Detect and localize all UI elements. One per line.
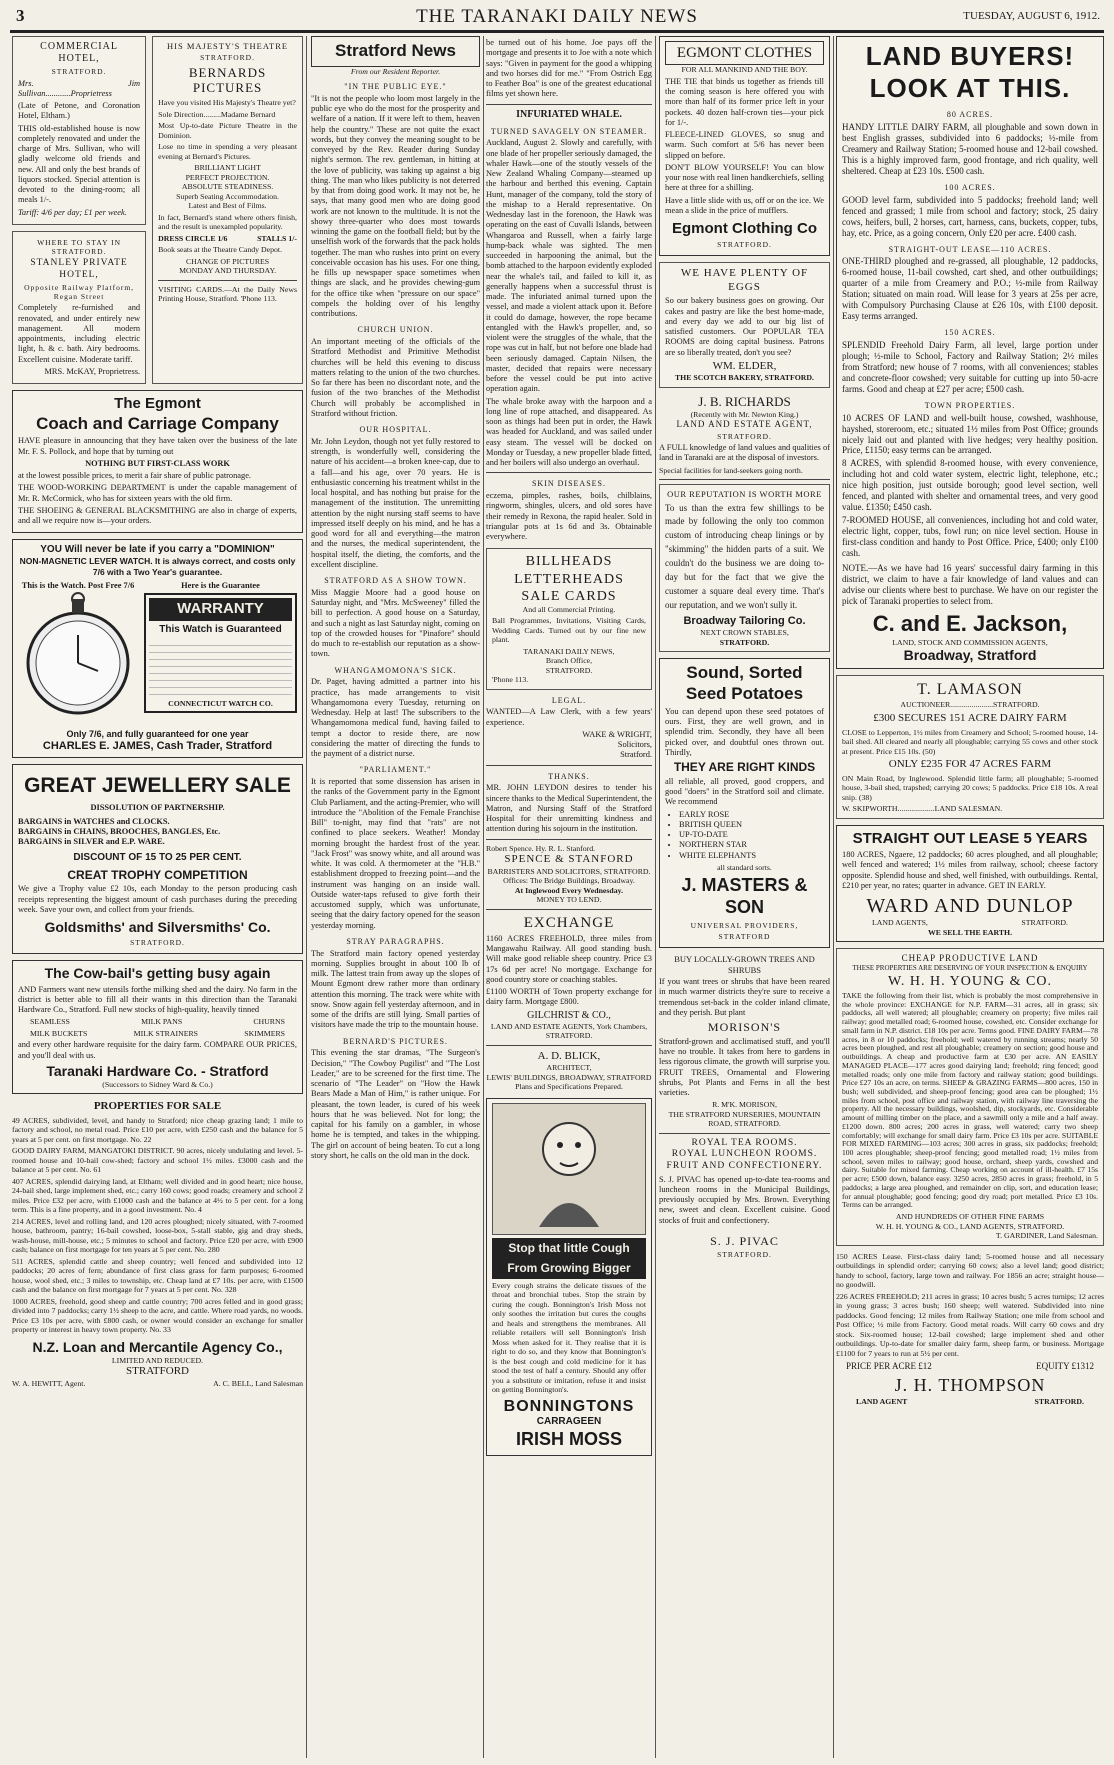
potato-variety: • BRITISH QUEEN	[679, 820, 824, 830]
lamason-sub: AUCTIONEER......................STRATFORD.	[900, 699, 1040, 709]
hotel-title: COMMERCIAL HOTEL,	[40, 41, 118, 65]
printing-l1: BILLHEADS	[525, 554, 613, 570]
clothes-firm: Egmont Clothing Co	[672, 220, 817, 238]
ward-sub1: LAND AGENTS,	[872, 918, 928, 928]
elder-bakery-ad	[659, 262, 830, 387]
whale-body: Auckland, August 2. Slowly and carefully, with one blade of her propeller seriously damaged, the whaler Hawk—one of the stoutly vessels of the New Zealand Whaling Company—steamed up the harbour and berthed this evening. Captain Hunt, manager of the company, told the story of the mishap to a Herald representative. On Wednesday last in the forenoon, the Hawk was operating on the east of Cuvalli Islands, between Whangaroa and Russell, when a fairly large hump-back whale was sighted. The men succeeded in harpooning the animal, but the bomb attached to the harpoon evidently exploded near the whale's tail, and failed to kill it, as generally happens when a successful thrust is made. The infuriated animal turned upon the vessel, and made a violent attack upon it. Before it could do damage, however, the rope became entangled with the Hawk's propeller, and, so violent were the struggles of the whale, that the rope was cut in half, but not before one blade had been seriously damaged. Captain Nilsen, the master, decided that repairs were necessary before the vessel could be put into active operation again.	[486, 138, 652, 394]
news-paragraph: Dr. Paget, having admitted a partner into his practice, has made arrangements to visit Whangamomona every Tuesday, returning on Wednesday. Help at last! The subscribers to the Whangamomona medical fund, having failed to tempt a doctor to reside there, are now considering the matter of directing the funds to the payment of a district nurse.	[311, 677, 480, 759]
exchange-heading: EXCHANGE	[523, 914, 615, 931]
printing-place: STRATFORD.	[545, 665, 593, 675]
thompson-agent: LAND AGENT	[856, 1396, 908, 1406]
young-body: TAKE the following from their list, which is probably the most comprehensive in the whole province: EXCHANGE for N.P. FARM—31 acres, all in grass; six paddocks, all well watered; all ploughable; creamery on property; five miles rail railway; good metalled road; 6-roomed house, cowshed, etc. Consider exchange for small farm in N.P. district. £18 10s per acre. Terms good. FINE DAIRY FARM—78 acres, in 8 or 10 paddocks; freehold; well watered by running streams; nearly 50 acres been ploughed, and rest all ploughable; creamery on section; good house and outbuildings. A cheap and productive farm at £30 per acre. AN EASILY MANAGED PLACE—177 acres good dairying land; freehold; ring fenced; good metalled roads; only one mile from factory and railway station; good buildings. Price £27 10s an acre, on terms. SHEEP & GRAZING FARMS—800 acres, 150 in bush; well subdivided, and sheep-proof fencing; good area can be ploughed; 1½ miles from school, post office and railway station, with railway line traversing the property. All the necessary buildings, woolshed, dip, stockyards, etc. Considerable amount of milling timber on the place, and a sawmill only a mile and a half away. £1200 down. 800 acres; 200 acres in grass, well watered; carry two sheep comfortably; will exchange for small dairy farm. Price £3 10s per acre. SUITABLE FOR MIXED FARMING—103 acres; 300 acres in grass, six paddocks; freehold; 100 acres ploughable; sheep-proof fencing; good metalled road; 1½ miles from school, seven miles to railway; good house, orchard, sheep yards, cowshed and dairy. Suitable for mixed farming. Cheap working on account of ill-health. £7 15s per acre; £500 down, balance easy. 3250 acres, 2850 acres in grass; freehold, in 5 paddocks; a large area ploughed, and remainder on clip, sort, and education lease; for annual ploughable; good fencing; good dry road; port metalled. Price £3 10s. Terms can be arranged.	[842, 991, 1098, 1210]
property-listing: 511 ACRES, splendid cattle and sheep country; well fenced and subdivided into 12 paddocks; 20 acres of fern; abundance of first class grass for farm purposes; 6-roomed house, wool shed, etc.; 3 miles to township, etc. Cheap land at £7 10s. per acre, with £1500 cash and the balance on first mortgage for 7 years at 5 per cent. No. 328	[12, 1256, 303, 1295]
richards-ad	[659, 394, 830, 475]
theatre-change: CHANGE OF PICTURES	[185, 256, 270, 266]
news-paragraph: "It is not the people who loom most largely in the public eye who do the most for the prosperity and welfare of a nation. If it were left to them, heaven help the country." These are not quite the exact words, but they convey the meaning sought to be conveyed by the Rev. Reader during Sunday night's sermon. The rev. gentleman, in hitting at the love of publicity, was taking up against a big thing. The man who likes publicity is not deterred by that from doing good work. It may not be, he says, that many good men who are doing good work are not known to the multitude. It is not the showy three-quarter who does most towards winning the game on the football field; but by the unselfish work of the forwards that the pack holds together. The man who rushes into print on every conceivable occasion has his uses. For one thing, he fills up newspaper space sometimes when things are slack, and he provides chewing-gum for the office tike when "pressure on our space" compels the holding over of his lengthy contributions.	[311, 93, 480, 319]
jewellery-ad	[12, 764, 303, 954]
spence-money: MONEY TO LEND.	[536, 895, 602, 905]
land-buyers-title1: LAND BUYERS!	[865, 41, 1075, 71]
architect-title: ARCHITECT,	[546, 1063, 592, 1073]
pivac-r2: ROYAL LUNCHEON ROOMS.	[671, 1149, 818, 1160]
spence-firm: SPENCE & STANFORD	[504, 853, 634, 866]
coach-body4: THE SHOEING & GENERAL BLACKSMITHING are also in charge of experts, and all we require now is—your orders.	[18, 505, 297, 526]
warranty-guarantee: This Watch is Guaranteed	[159, 623, 282, 635]
printing-l3: SALE CARDS	[521, 588, 617, 604]
column-rule	[655, 36, 656, 1758]
spence-stanford-ad	[486, 844, 652, 905]
watch-right-caption: Here is the Guarantee	[181, 581, 260, 591]
young-heading: CHEAP PRODUCTIVE LAND	[901, 953, 1039, 964]
stanley-hotel-ad	[12, 231, 146, 384]
cowbail-title: The Cow-bail's getting busy again	[44, 965, 271, 982]
masters-sub: UNIVERSAL PROVIDERS,	[690, 921, 799, 931]
coach-title1: The Egmont	[114, 395, 201, 413]
theatre-title: HIS MAJESTY'S THEATRE	[167, 41, 289, 51]
ward-dunlop-ad	[836, 825, 1104, 943]
jewellery-trophy: CREAT TROPHY COMPETITION	[67, 867, 248, 882]
property-listing: 214 ACRES, level and rolling land, and 120 acres ploughed; nicely situated, with 7-roomed house, bathroom, pantry; 16-bail cowshed, loose-box, 5-stall stable, gig and dray sheds, wash-house, mill-house, etc.; 5 minutes to school and factory. Price £20 per acre, with £900 cash; balance on first mortgage for ten years at 5 per cent. No. 280	[12, 1216, 303, 1255]
elder-title: WE HAVE PLENTY OF EGGS	[680, 267, 809, 293]
clothes-title: EGMONT CLOTHES	[665, 41, 824, 65]
printing-body: Ball Programmes, Invitations, Visiting Cards, Wedding Cards. Turned out by our fine new plant.	[492, 616, 646, 645]
clothes-place: STRATFORD.	[717, 240, 772, 250]
cowbail-item: MILK STRAINERS	[133, 1028, 198, 1038]
thompson-name: J. H. THOMPSON	[894, 1374, 1046, 1395]
jewellery-b1: BARGAINS in WATCHES and CLOCKS.	[18, 816, 170, 826]
jewellery-sub: DISSOLUTION OF PARTNERSHIP.	[90, 802, 225, 812]
stanley-proprietor: MRS. McKAY, Proprietress.	[44, 366, 141, 376]
spence-sub: BARRISTERS AND SOLICITORS, STRATFORD.	[487, 866, 651, 876]
news-section-head: WHANGAMOMONA'S SICK.	[334, 665, 457, 675]
potato-variety: • NORTHERN STAR	[679, 840, 824, 850]
exchange-body2: £1100 WORTH of Town property exchange for dairy farm. Mortgage £800.	[486, 987, 652, 1007]
bonnington-title1: Stop that little Cough	[492, 1238, 646, 1259]
theatre-ad	[152, 36, 303, 384]
young-name: W. H. H. YOUNG & CO.	[887, 973, 1053, 989]
hotel-proprietor: Mrs. Jim Sullivan............Proprietress	[18, 78, 141, 98]
column-1	[12, 36, 303, 1758]
theatre-l3: ABSOLUTE STEADINESS.	[181, 182, 274, 192]
theatre-body1: Most Up-to-date Picture Theatre in the Dominion.	[158, 121, 297, 140]
listing-body: ONE-THIRD ploughed and re-grassed, all ploughable, 12 paddocks, 6-roomed house, 11-bail cowshed, cart shed, and other outbuildings; quarter of a mile from Creamery and P.O.; ½-mile from Railway Station; situated on main road. Will lease for 3 years at 25s per acre, with Compulsory Purchasing Clause at £26 10s, with £100 deposit. Easy terms arranged.	[842, 256, 1098, 322]
hotel-place: STRATFORD.	[51, 67, 107, 77]
elder-sub: THE SCOTCH BAKERY, STRATFORD.	[674, 373, 814, 383]
jackson-address: Broadway, Stratford	[903, 647, 1037, 664]
cowbail-succ: (Successors to Sidney Ward & Co.)	[102, 1079, 213, 1089]
theatre-name2: PICTURES	[192, 80, 263, 96]
richards-note: Special facilities for land-seekers going north.	[659, 465, 803, 475]
potatoes-strap: THEY ARE RIGHT KINDS	[673, 760, 816, 775]
pocket-watch-icon	[18, 591, 138, 721]
elder-body: So our bakery business goes on growing. Our cakes and pastry are like the best home-made, and every day we add to our big list of satisfied customers. Our POPULAR TEA ROOMS are doing capital business. Patrons are so liberally treated, don't you see?	[665, 296, 824, 357]
stanley-title: STANLEY PRIVATE HOTEL,	[30, 258, 128, 280]
richards-place: STRATFORD.	[717, 432, 772, 442]
warranty-title: WARRANTY	[149, 598, 292, 620]
listing-head: STRAIGHT-OUT LEASE—110 ACRES.	[888, 244, 1052, 254]
land-buyers-ad	[836, 36, 1104, 669]
jewellery-b3: BARGAINS in SILVER and E.P. WARE.	[18, 837, 165, 847]
loan-agent2: A. C. BELL, Land Salesman	[213, 1378, 303, 1388]
property-listing: 49 ACRES, subdivided, level, and handy to Stratford; nice cheap grazing land; 1 mile to factory and school, no metal road. Price £10 per acre, with £250 cash and the balance for 5 years at 5 per cent. on first mortgage. No. 22	[12, 1115, 303, 1144]
legal-sub: Solicitors,	[617, 740, 652, 750]
legal-place: Stratford.	[620, 750, 652, 760]
news-paragraph-continued: be turned out of his home. Joe pays off the mortgage and presents it to Joe with a note which says: "Given in payment for the good a whipping and two horses did for me." "From Ostrich Egg to Feather Boa" is one of the greatest educational films yet shown here.	[486, 38, 652, 99]
potato-variety: • UP-TO-DATE	[679, 830, 824, 840]
pivac-r3: FRUIT AND CONFECTIONERY.	[666, 1160, 823, 1171]
news-byline: From our Resident Reporter.	[350, 66, 441, 76]
jewellery-place: STRATFORD.	[130, 938, 185, 948]
coughing-man-illustration	[492, 1103, 646, 1235]
cowbail-item: CHURNS	[253, 1017, 285, 1027]
thanks-body: MR. JOHN LEYDON desires to tender his sincere thanks to the Medical Superintendent, the Matron, and Nursing Staff of the Stratford Hospital for their unremitting kindness and attention during his sojourn in the institution.	[486, 783, 652, 834]
news-section-head: "IN THE PUBLIC EYE."	[344, 82, 447, 92]
richards-body: A FULL knowledge of land values and qualities of land in Taranaki are at the disposal of investors.	[659, 443, 830, 463]
cowbail-body2: and every other hardware requisite for the dairy farm. COMPARE OUR PRICES, and you'll deal with us.	[18, 1040, 297, 1060]
news-section-head: OUR HOSPITAL.	[359, 425, 432, 435]
legal-heading: LEGAL.	[551, 695, 587, 705]
morison-heading: BUY LOCALLY-GROWN TREES AND SHRUBS	[674, 954, 815, 975]
news-section-head: STRAY PARAGRAPHS.	[346, 936, 445, 946]
theatre-l5: Latest and Best of Films.	[188, 201, 267, 211]
thanks-heading: THANKS.	[548, 771, 590, 781]
listing-head: 100 ACRES.	[944, 183, 996, 193]
coach-body3: THE WOOD-WORKING DEPARTMENT is under the capable management of Mr. R. McCormick, who has for sixteen years with the old firm.	[18, 483, 297, 503]
whale-headline: INFURIATED WHALE.	[516, 108, 622, 120]
jewellery-firm: Goldsmiths' and Silversmiths' Co.	[44, 919, 271, 936]
hotel-ads	[12, 36, 146, 390]
ward-body: 180 ACRES, Ngaere, 12 paddocks; 60 acres ploughed, and all ploughable; well fenced and watered; 1½ miles from railway, school; cheese factory opposite. Splendid house and shed, well finished, with outbuildings. Rental, £210 per year, no rates; quarter in advance. GET IN EARLY.	[842, 850, 1098, 890]
warranty-card	[144, 593, 297, 713]
theatre-days: MONDAY AND THURSDAY.	[179, 266, 277, 276]
young-salesman: T. GARDINER, Land Salesman.	[995, 1231, 1098, 1240]
listing-head: 150 ACRES.	[944, 328, 996, 338]
tailoring-place: STRATFORD.	[719, 637, 770, 647]
lamason-ad	[836, 675, 1104, 818]
warranty-company: CONNECTICUT WATCH CO.	[168, 698, 273, 708]
architect-name: A. D. BLICK,	[537, 1049, 601, 1062]
listing-body: 10 ACRES OF LAND and well-built house, cowshed, washhouse, hayshed, storeroom, etc.; situated 1½ miles from Post Office; grounds nicely laid out and planted with live hedges; very healthy position. Price, £1150; easy terms can be arranged.	[842, 412, 1098, 456]
potatoes-ad	[659, 658, 830, 948]
property-listing: GOOD DAIRY FARM, MANGATOKI DISTRICT. 90 acres, nicely undulating and level. 5-roomed house and 10-bail cow-shed; factory and school 1½ miles. £3000 cash and the balance at 5 per cent. No. 61	[12, 1146, 303, 1175]
spence-inglewood: At Inglewood Every Wednesday.	[514, 885, 624, 895]
architect-address: LEWIS' BUILDINGS, BROADWAY, STRATFORD	[486, 1072, 652, 1082]
column-rule	[833, 36, 834, 1758]
theatre-place: STRATFORD.	[200, 53, 255, 63]
masters-place: STRATFORD	[718, 932, 771, 942]
news-paragraph: This evening the star dramas, "The Surgeon's Decision," "The Cowboy Pugilist" and "The Lost Leader," are to be screened for the first time. The scenario of "The Leader" on "How the Hawk Bears Made a Man of Him," is rather unique. For pleasant, the town leader, is cured of his week hours that he was believed. Not for long; the capital for his family on a gambler, in whose home he is tempted, and takes in the whipping. The girl on account of being beaten. To cut a long story short, he calls on the old man in the dock.	[311, 1048, 480, 1160]
thompson-price: PRICE PER ACRE £12	[846, 1361, 932, 1371]
watch-footer2: CHARLES E. JAMES, Cash Trader, Stratford	[42, 739, 273, 752]
morison-owner: R. M'K. MORISON,	[712, 1100, 777, 1110]
morison-address: THE STRATFORD NURSERIES, MOUNTAIN ROAD, STRATFORD.	[668, 1109, 821, 1129]
young-foot: AND HUNDREDS OF OTHER FINE FARMS	[895, 1212, 1045, 1221]
thompson-place: STRATFORD.	[1034, 1396, 1084, 1406]
spence-offices: Offices: The Bridge Buildings, Broadway.	[503, 876, 635, 886]
stanley-body: Completely re-furnished and renovated, and under entirely new management. All modern appointments, including electric light, h. & c. bath. Airy bedrooms. Excellent cuisine. Moderate tariff.	[18, 303, 141, 364]
young-foot2: W. H. H. YOUNG & CO., LAND AGENTS, STRATFORD.	[875, 1221, 1065, 1231]
coach-body1: HAVE pleasure in announcing that they have taken over the business of the late Mr. F. S. Pollock, and hope that by turning out	[18, 436, 297, 456]
newspaper-title: THE TARANAKI DAILY NEWS	[416, 6, 698, 27]
listing-body: 7-ROOMED HOUSE, all conveniences, including hot and cold water, electric light, copper, tubs, fowl run; on nice level section. House in first-class condition and handy to Post Office. Price, £400; only £100 cash.	[842, 515, 1098, 559]
clothes-p2: FLEECE-LINED GLOVES, so snug and warm. Such comfort at 5/6 has never been slipped on before.	[665, 130, 824, 160]
thompson-ad	[836, 1252, 1104, 1407]
theatre-body3: In fact, Bernard's stand where others finish, and the result is unexampled popularity.	[158, 212, 297, 232]
legal-body: WANTED—A Law Clerk, with a few years' experience.	[486, 707, 652, 727]
bonnington-ad	[486, 1098, 652, 1456]
issue-date: TUESDAY, AUGUST 6, 1912.	[963, 10, 1100, 22]
morison-ad	[659, 954, 830, 1128]
thompson-p2: 226 ACRES FREEHOLD; 211 acres in grass; 10 acres bush; 5 acres turnips; 12 acres in young grass; 3 acres bush; 160 sheep; well watered. Subdivided into nine paddocks. Good fencing; 12 miles from Railway Station; one mile from school and Post Office; ½ mile from Factory. Good metal roads. Will carry 60 cows and dry stock. Six-roomed house; 12-bail cowshed; large implement shed and other outbuildings. Up-to-date for smaller dairy farm, sheep farm, or business. Mortgage £1100 for 7 years to run at 5½ per cent.	[836, 1291, 1104, 1358]
warranty-fine-print	[149, 639, 292, 699]
printing-ad	[486, 548, 652, 689]
lamason-a2-body: ON Main Road, by Inglewood. Splendid little farm; all ploughable; 5-roomed house, 3-bail shed, trapshed; carrying 20 cows; 5 paddocks. Price £18 10s. A real snip. (38)	[842, 773, 1098, 802]
news-section-head: "PARLIAMENT."	[359, 765, 432, 775]
pivac-r1: ROYAL TEA ROOMS.	[691, 1137, 798, 1148]
news-paragraph: An important meeting of the officials of the Stratford Methodist and Primitive Methodist churches will be held this evening to discuss matters relating to the union of the two churches. So far there has been no discordant note, and the fusion of the two branches of the Methodist Church will probably be accomplished in Stratford without friction.	[311, 337, 480, 418]
potato-variety: • WHITE ELEPHANTS	[679, 851, 824, 861]
theatre-l4: Superb Seating Accommodation.	[176, 191, 279, 201]
thompson-p1: 150 ACRES Lease. First-class dairy land; 5-roomed house and all necessary outbuildings in splendid order; carrying 60 cows; also a level land; good district; handy to school, factory, large town and railway. For 1856 an acre; straight house—no goodwill.	[836, 1251, 1104, 1289]
coach-body2: at the lowest possible prices, to merit a fair share of public patronage.	[18, 471, 252, 481]
richards-sub: (Recently with Mr. Newton King.)	[690, 409, 799, 419]
reputation-heading: OUR REPUTATION IS WORTH MORE	[667, 489, 822, 500]
masthead	[10, 4, 1104, 33]
potatoes-body: You can depend upon these seed potatoes of ours. First, they are well grown, and in splendid trim. Secondly, they have all been picked over, and doubtful ones thrown out. Thirdly,	[665, 706, 824, 757]
richards-title: LAND AND ESTATE AGENT,	[676, 419, 813, 430]
richards-name: J. B. RICHARDS	[698, 393, 791, 409]
lamason-a1-head: £300 SECURES 151 ACRE DAIRY FARM	[873, 712, 1067, 725]
jewellery-discount: DISCOUNT OF 15 TO 25 PER CENT.	[73, 851, 242, 863]
exchange-body1: 1160 ACRES FREEHOLD, three miles from Mangawahu Railway. All good standing bush. Will make good reliable sheep country. Price £3 17s 6d per acre! No mortgage. Exchange for good country store or coaching stables.	[486, 933, 652, 984]
thompson-equity: EQUITY £1312	[1036, 1361, 1094, 1371]
clothes-p4: Have a little slide with us, off or on the ice. We mean a slide in the price of mufflers.	[665, 195, 824, 215]
column-rule	[483, 36, 484, 1758]
theatre-question: Have you visited His Majesty's Theatre yet?	[158, 98, 296, 108]
masters-firm: J. MASTERS & SON	[681, 875, 808, 918]
reputation-body: To us than the extra few shillings to be made by following the only too common custom of introducing cheap linings or by "skimming" the hidden parts of a suit. We couldn't do the business we are doing to-day but for the fact that we give the customer a square deal every time. That's our reputation, and we won't sully it.	[665, 502, 824, 611]
news-paragraph: It is reported that some dissension has arisen in the ranks of the Government party in the Egmont Club Parliament, and the acting-Premier, who will introduce the "Abolition of the Female Franchise Bill" to-night, may find that "rats" are not confined to place seekers. Weather! Monday morning brought the hardest frost of the year. "Jack Frost" was snowy white, and all around was white. It was cold. A thermometer at the "H.B." establishment dropped to freezing point—and the instrument was hanging on an inside wall. Outside water-taps refused to give forth their accustomed supply, which was unfortunate, seeing that the dairy factory opened for the season yesterday morning.	[311, 777, 480, 930]
theatre-name: BERNARDS	[188, 64, 267, 80]
skin-headline: SKIN DISEASES.	[531, 479, 606, 489]
lamason-a2-head: ONLY £235 FOR 47 ACRES FARM	[888, 758, 1052, 771]
egmont-coach-ad	[12, 390, 303, 533]
cowbail-firm: Taranaki Hardware Co. - Stratford	[46, 1062, 269, 1079]
lamason-salesman: W. SKIPWORTH...................LAND SALESMAN.	[842, 804, 1003, 814]
cowbail-ad	[12, 960, 303, 1094]
architect-ad	[486, 1050, 652, 1092]
loan-agent1: W. A. HEWITT, Agent.	[12, 1378, 86, 1388]
visiting-cards: VISITING CARDS.—At the Daily News Printing House, Stratford. 'Phone 113.	[158, 284, 297, 304]
potato-variety: • EARLY ROSE	[679, 810, 824, 820]
pivac-body: S. J. PIVAC has opened up-to-date tea-rooms and luncheon rooms in the Municipal Buildings, previously occupied by Mrs. Brown. Everything new, sweet and clean. Excellent cuisine. Good stocks of fruit and confectionery.	[659, 1174, 830, 1225]
ward-title: STRAIGHT OUT LEASE 5 YEARS	[852, 829, 1088, 847]
jackson-firm: C. and E. Jackson,	[872, 611, 1068, 637]
property-listing: 1000 ACRES, freehold, good sheep and cattle country; 700 acres felled and in good grass; divided into 7 paddocks; carry 1½ sheep to the acre, and cattle. Where road yards, no woods. Price £3 10s per acre, with £800 cash, or owner would consider an exchange for smaller property or interest in heavy town property. No. 33	[12, 1296, 303, 1335]
cowbail-item: SEAMLESS	[30, 1017, 70, 1027]
spence-names: Robert Spence. Hy. R. L. Stanford.	[486, 843, 596, 853]
listing-body: SPLENDID Freehold Dairy Farm, all level, large portion under plough; ½-mile to School, Factory and Railway Station; 2½ miles from Stratford; new house of 7 rooms, with all conveniences; stables and concrete-floor cowshed; very suitable for cutting up into 50-acre farms. Good and cheap at £27 per acre; £500 cash.	[842, 339, 1098, 394]
young-sub: THESE PROPERTIES ARE DESERVING OF YOUR INSPECTION & ENQUIRY	[852, 964, 1088, 973]
watch-left-caption: This is the Watch. Post Free 7/6	[21, 581, 135, 591]
lamason-name: T. LAMASON	[917, 681, 1023, 699]
clothes-sub: FOR ALL MANKIND AND THE BOY.	[681, 65, 808, 75]
watch-ad	[12, 539, 303, 758]
bonnington-brand: BONNINGTONS	[503, 1397, 635, 1415]
exchange-ad	[486, 914, 652, 1041]
properties-heading: PROPERTIES FOR SALE	[93, 1100, 222, 1113]
theatre-body2: Lose no time in spending a very pleasant evening at Bernard's Pictures.	[158, 142, 297, 161]
tailoring-address: NEXT CROWN STABLES,	[700, 628, 789, 638]
watch-line2: NON-MAGNETIC LEVER WATCH. It is always correct, and costs only 7/6 with a Two Year's guarantee.	[19, 556, 296, 577]
jewellery-body: We give a Trophy value £2 10s, each Monday to the person producing cash receipts representing the biggest amount of cash purchases during the preceding week. Save your own, and collect from your friends.	[18, 884, 297, 914]
commercial-hotel-ad	[12, 36, 146, 225]
theatre-stalls: STALLS 1/-	[257, 233, 297, 243]
theatre-l1: BRILLIANT LIGHT	[194, 163, 261, 173]
clothes-p1: THE TIE that binds us together as friends till the coming season is here offered you with more than half of its former price left in your pockets. 40 dozen half-crown ties—your pick for 1/-.	[665, 76, 824, 127]
jewellery-b2: BARGAINS in CHAINS, BROOCHES, BANGLES, Etc.	[18, 827, 221, 837]
potatoes-list-end: all standard sorts.	[717, 862, 772, 872]
column-3	[486, 36, 652, 1758]
potatoes-title: Sound, Sorted Seed Potatoes	[685, 663, 804, 704]
listing-head: TOWN PROPERTIES.	[924, 400, 1016, 410]
loan-company: N.Z. Loan and Mercantile Agency Co.,	[32, 1338, 283, 1355]
man-portrait-icon	[524, 1109, 614, 1229]
properties-for-sale	[12, 1100, 303, 1388]
hotel-body: THIS old-established house is now completely renovated and under the charge of Mrs. Sullivan, who will gladly welcome old friends and new. All and only the best brands of liquors stocked. Special attention is devoted to the dining-room; all meals 1/-.	[18, 123, 141, 205]
listing-body: GOOD level farm, subdivided into 5 paddocks; freehold land; well fenced and grassed; 1 mile from school and factory; stock, 25 dairy cows, heifers, bull, 2 horses, cart, harness, cans, buckets, copper, tubs, hay, etc. Price, as a going concern, Only £20 per acre. £400 cash.	[842, 194, 1098, 238]
pivac-ad	[659, 1138, 830, 1260]
potatoes-body2: all reliable, all proved, good croppers, and good "doers" in the Stratford soil and climate. We recommend	[665, 776, 824, 807]
thanks-notice	[486, 772, 652, 835]
page-number: 3	[16, 6, 25, 25]
morison-body: If you want trees or shrubs that have been reared in much warmer districts they're sure to receive a tremendous set-back in the colder inland climate, and they perish. But plant	[659, 977, 830, 1017]
pivac-place: STRATFORD.	[717, 1250, 772, 1260]
legal-firm: WAKE & WRIGHT,	[582, 729, 652, 739]
bonnington-brand3: IRISH MOSS	[515, 1428, 622, 1449]
watch-footer1: Only 7/6, and fully guaranteed for one year	[66, 728, 249, 739]
cowbail-item: SKIMMERS	[244, 1028, 285, 1038]
architect-plans: Plans and Specifications Prepared.	[515, 1082, 623, 1092]
clothes-p3: DON'T BLOW YOURSELF! You can blow your nose with real linen handkerchiefs, selling here at three for a shilling.	[665, 162, 824, 193]
theatre-book: Book seats at the Theatre Candy Depot.	[158, 245, 283, 255]
stanley-sub: Opposite Railway Platform, Regan Street	[24, 283, 135, 302]
exchange-firm: GILCHRIST & CO.,	[527, 1009, 611, 1021]
land-buyers-note: NOTE.—As we have had 16 years' successful dairy farming in this district, we claim to have a fair knowledge of land values and can advise our clients where best to purchase. We have on our register the pick of Taranaki properties to select from.	[842, 563, 1098, 607]
listing-head: 80 ACRES.	[946, 110, 994, 120]
theatre-director: Sole Direction.........Madame Bernard	[158, 109, 276, 119]
printing-firm: TARANAKI DAILY NEWS,	[523, 646, 615, 656]
stratford-news-title: Stratford News	[311, 36, 480, 67]
ward-sub2: STRATFORD.	[1021, 918, 1068, 928]
morison-body2: Stratford-grown and acclimatised stuff, and you'll have no trouble. It takes from here to gardens in less rigorous climate, the growth will surprise you. FRUIT TREES, Ornamental and Flowering shrubs, Pot Plants and Ferns in all the best varieties.	[659, 1036, 830, 1098]
pivac-name: S. J. PIVAC	[710, 1233, 779, 1248]
skin-body: eczema, pimples, rashes, boils, chilblains, ringworm, shingles, ulcers, and old sores have their remedy in Rexona, the rapid healer. Sold in triangular pots at 1s 6d and 3s. Obtainable everywhere.	[486, 491, 652, 542]
land-buyers-title2: LOOK AT THIS.	[869, 72, 1071, 103]
bonnington-title2: From Growing Bigger	[492, 1258, 646, 1279]
column-rule	[306, 36, 307, 1758]
tailoring-ad	[659, 484, 830, 652]
loan-place: STRATFORD	[126, 1365, 189, 1378]
news-paragraph: Miss Maggie Moore had a good house on Saturday night, and "Mrs. McSweeney" filled the bill to perfection. A good house on a Saturday, and such a night as last Saturday night, coming on top of the crowded houses for "Pinafore" should do much to re-establish our reputation as a show-town.	[311, 587, 480, 659]
egmont-clothes-ad	[659, 36, 830, 256]
news-section-head: BERNARD'S PICTURES.	[343, 1036, 448, 1046]
news-paragraph: Mr. John Leydon, though not yet fully restored to strength, is wonderfully well, considering the nature of his accident—a broken knee-cap, due to a fall—and his age, over 70 years. He is enthusiastic concerning his treatment whilst in the local hospital, and has nothing but praise for the management of the institution. The unremitting attention by the night nursing staff seems to have impressed itself deeply on his mind, and he has a good word for all and everything—the matron and the nurses, the medical superintendent, the hospital itself, the dieting, the comforts, and the excellent discipline.	[311, 436, 480, 569]
printing-l2: LETTERHEADS	[514, 571, 624, 587]
printing-phone: 'Phone 113.	[492, 675, 529, 685]
column-4	[659, 36, 830, 1758]
morison-name: MORISON'S	[707, 1020, 782, 1035]
whale-body2: The whale broke away with the harpoon and a long line of rope attached, and disappeared. As soon as things had been put in order, the Hawk was headed for Auckland, and was sailed under easy steam. The vessel will be docked on Monday or Tuesday, a new propeller blade fitted, and her boilers will also undergo an overhaul.	[486, 396, 652, 468]
column-5	[836, 36, 1104, 1758]
cowbail-body: AND Farmers want new utensils forthe milking shed and the dairy. No farm in the district is better able to fill all their wants in this direction than the Taranaki Hardware Co., Stratford. Full new stocks of high-quality, heavily tinned	[18, 984, 297, 1015]
coach-strap: NOTHING BUT FIRST-CLASS WORK	[85, 458, 230, 468]
column-2	[311, 36, 480, 1758]
cowbail-item: MILK PANS	[141, 1017, 183, 1027]
listing-body: 8 ACRES, with splendid 8-roomed house, with every convenience, including hot and cold water system, electric light, telephone, etc.; nice high position, just outside borough; good level section, well fenced, and planted with shelter and ornamental trees, and very good value. £1350; £450 cash.	[842, 458, 1098, 513]
theatre-dress-circle: DRESS CIRCLE 1/6	[158, 233, 228, 243]
theatre-l2: PERFECT PROJECTION.	[185, 172, 270, 182]
printing-sub: And all Commercial Printing.	[522, 604, 616, 614]
legal-notice	[486, 696, 652, 761]
exchange-sub: LAND AND ESTATE AGENTS, York Chambers, STRATFORD.	[490, 1021, 648, 1041]
stay-heading: WHERE TO STAY IN STRATFORD.	[37, 237, 122, 256]
news-section-head: STRATFORD AS A SHOW TOWN.	[324, 576, 467, 586]
loan-limited: LIMITED AND REDUCED.	[111, 1355, 204, 1365]
elder-name: WM. ELDER,	[712, 359, 777, 372]
bonnington-brand2: CARRAGEEN	[536, 1416, 602, 1428]
cowbail-item: MILK BUCKETS	[30, 1028, 88, 1038]
lamason-a1-body: CLOSE to Lepperton, 1½ miles from Creamery and School; 5-roomed house, 14-bail shed. All cleared and nearly all ploughable; carrying 55 cows and other stock at present. Price £15 10s. (50)	[842, 727, 1098, 756]
listing-body: HANDY LITTLE DAIRY FARM, all ploughable and sown down in best English grasses, subdivided into 6 paddocks; ½-mile from Creamery and Railway Station; 5-roomed house and 12-bail cowshed. This is a highly improved farm, good frontage, and rich quality, well sheltered. Cheap at £23 10s. £500 cash.	[842, 122, 1098, 177]
watch-line1: YOU Will never be late if you carry a "DOMINION"	[40, 544, 275, 556]
jewellery-title: GREAT JEWELLERY SALE	[24, 774, 291, 798]
hotel-late: (Late of Petone, and Coronation Hotel, Eltham.)	[18, 101, 141, 121]
coach-title2: Coach and Carriage Company	[36, 413, 279, 433]
printing-branch: Branch Office,	[545, 656, 593, 666]
jackson-sub: LAND, STOCK AND COMMISSION AGENTS,	[892, 637, 1048, 647]
hotel-tariff: Tariff: 4/6 per day; £1 per week.	[18, 207, 127, 217]
news-section-head: CHURCH UNION.	[357, 325, 434, 335]
ward-motto: WE SELL THE EARTH.	[927, 927, 1013, 937]
bonnington-body: Every cough strains the delicate tissues of the throat and bronchial tubes. Stop the strain by curing the cough. Bonnington's Irish Moss not only soothes the irritation but cures the coughs and heals and strengthens the membranes. All reliable retailers will sell Bonnington's Irish Moss when asked for it. They realise that it is right to do so, and they know that Bonnington's is the best cough and cold medicine for it has stood the test of half a century. Should any offer you a substitute or imitation, refuse it and insist on getting Bonnington's.	[492, 1280, 646, 1395]
young-ad	[836, 948, 1104, 1245]
news-paragraph: The Stratford main factory opened yesterday morning. Supplies brought in about 100 lb of milk. The lattest train from away up the slopes of Mount Egmont drew rather more than ordinary attention this morning. The track were white with snow. Snow again fell yesterday afternoon, and in some of the drifts are still lying. Small parties of visitors have made the trip to the mountain house.	[311, 948, 480, 1030]
tailoring-firm: Broadway Tailoring Co.	[683, 615, 806, 628]
property-listing: 407 ACRES, splendid dairying land, at Eltham; well divided and in good heart; nice house, 24-bail shed, large implement shed, etc.; carry 160 cows; good roads; creamery and school 2 miles. Price £32 per acre, with £1000 cash and the balance at 4½ to 5 per cent. for a long term. This is a fine property, and in a good investment. No. 4	[12, 1176, 303, 1215]
whale-subhead: TURNED SAVAGELY ON STEAMER.	[490, 126, 648, 136]
ward-firm: WARD AND DUNLOP	[866, 895, 1074, 918]
